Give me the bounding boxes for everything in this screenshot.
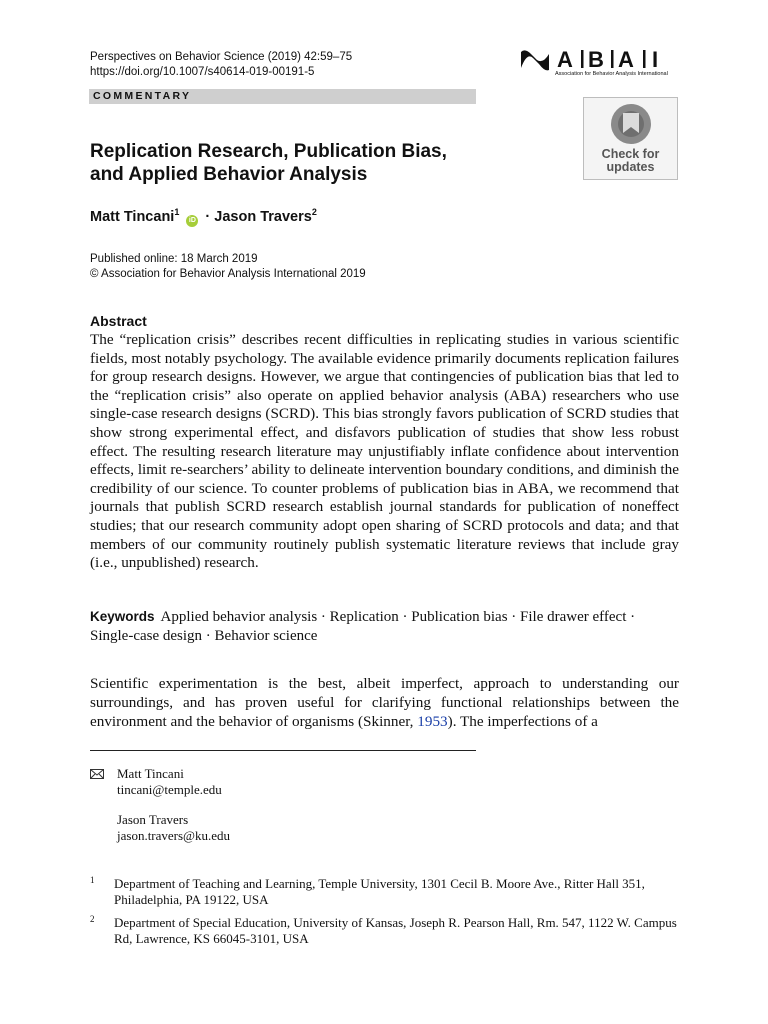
footnote-divider (90, 750, 476, 751)
abai-logo-icon (519, 46, 679, 72)
author-name[interactable]: Matt Tincani (90, 209, 175, 225)
author-affiliation-number: 2 (311, 207, 317, 217)
logo-subtitle: Association for Behavior Analysis International (555, 71, 668, 77)
keywords-list: Applied behavior analysis · Replication · Publication bias · File drawer effect · Single-case design · Behavior science (90, 609, 636, 644)
copyright-line (90, 267, 366, 282)
body-text-start: Scientific experimentation is the best, albeit imperfect, approach to understanding our surroundings, and has proven useful for clarifying functional relationships between the environment and the behavior of organisms (Skinner, (90, 675, 679, 730)
abstract-heading: Abstract (90, 313, 147, 329)
doi-link[interactable]: https://doi.org/10.1007/s40614-019-00191-5 (90, 66, 315, 78)
author-affiliation-number: 1 (174, 207, 180, 217)
affiliation-item (90, 876, 682, 908)
published-date: Published online: 18 March 2019 (90, 253, 258, 265)
affiliation-text: Department of Teaching and Learning, Temple University, 1301 Cecil B. Moore Ave., Ritter Hall 351, Philadelphia, PA 19122, USA (114, 876, 645, 907)
logo-letter-a1: A (557, 47, 573, 72)
logo-letter-b: B (588, 47, 604, 72)
contact-name: Matt Tincani (117, 766, 184, 781)
crossmark-icon (606, 103, 656, 147)
copyright-symbol: © (90, 268, 99, 280)
affiliation-number: 2 (90, 914, 95, 924)
keywords (90, 607, 679, 646)
copyright-text: Association for Behavior Analysis International 2019 (101, 268, 366, 280)
contact-entry (117, 812, 230, 844)
title-line-1: Replication Research, Publication Bias, (90, 141, 447, 162)
logo-letter-i: I (652, 47, 659, 72)
journal-citation: Perspectives on Behavior Science (2019) 42:59–75 (90, 51, 353, 63)
check-for-updates-button[interactable] (583, 97, 678, 180)
orcid-icon[interactable]: iD (186, 215, 198, 227)
envelope-icon (90, 769, 104, 779)
keywords-label: Keywords (90, 609, 155, 624)
title-line-2: and Applied Behavior Analysis (90, 164, 368, 185)
affiliation-number: 1 (90, 875, 95, 885)
publication-info (90, 252, 366, 282)
author-name[interactable]: Jason Travers (214, 209, 312, 225)
contact-email[interactable]: jason.travers@ku.edu (117, 828, 231, 843)
check-updates-line1: Check for (601, 147, 660, 161)
publisher-logo (519, 46, 679, 78)
check-updates-line2: updates (606, 160, 655, 174)
affiliation-text: Department of Special Education, University of Kansas, Joseph R. Pearson Hall, Rm. 547, 1122 W. Campus Rd, Lawrence, KS 66045-3101, USA (114, 915, 677, 946)
affiliation-item (90, 915, 682, 947)
body-text-end: ). The imperfections of a (447, 713, 598, 730)
contact-email[interactable]: tincani@temple.edu (117, 782, 222, 797)
logo-letter-a2: A (618, 47, 634, 72)
body-paragraph (90, 674, 679, 731)
author-line (90, 207, 317, 227)
article-title (90, 140, 510, 186)
contact-entry (117, 766, 222, 798)
section-label: COMMENTARY (89, 89, 476, 104)
journal-header (90, 50, 352, 80)
contact-name: Jason Travers (117, 812, 189, 827)
author-separator: · (205, 209, 215, 225)
abstract-text: The “replication crisis” describes recent difficulties in replicating studies in various scientific fields, most notably psychology. The available evidence primarily documents replication failures for group research designs. However, we argue that contingencies of publication bias that led to the “replication crisis” also operate on applied behavior analysis (ABA) researchers who use single-case research designs (SCRD). This bias strongly favors publication of SCRD studies that show strong experimental effect, and disfavors publication of studies that show less robust effect. The resulting research literature may unjustifiably inflate confidence about intervention effects, limit re-searchers’ ability to delineate intervention boundary conditions, and diminish the credibility of our science. To counter problems of publication bias in ABA, we recommend that journals that publish SCRD research establish journal standards for publication of noneffect studies; that our research community adopt open sharing of SCRD protocols and data; and that members of our community routinely publish systematic literature reviews that include gray (i.e., unpublished) research. (90, 331, 679, 572)
citation-link[interactable]: 1953 (417, 713, 448, 730)
